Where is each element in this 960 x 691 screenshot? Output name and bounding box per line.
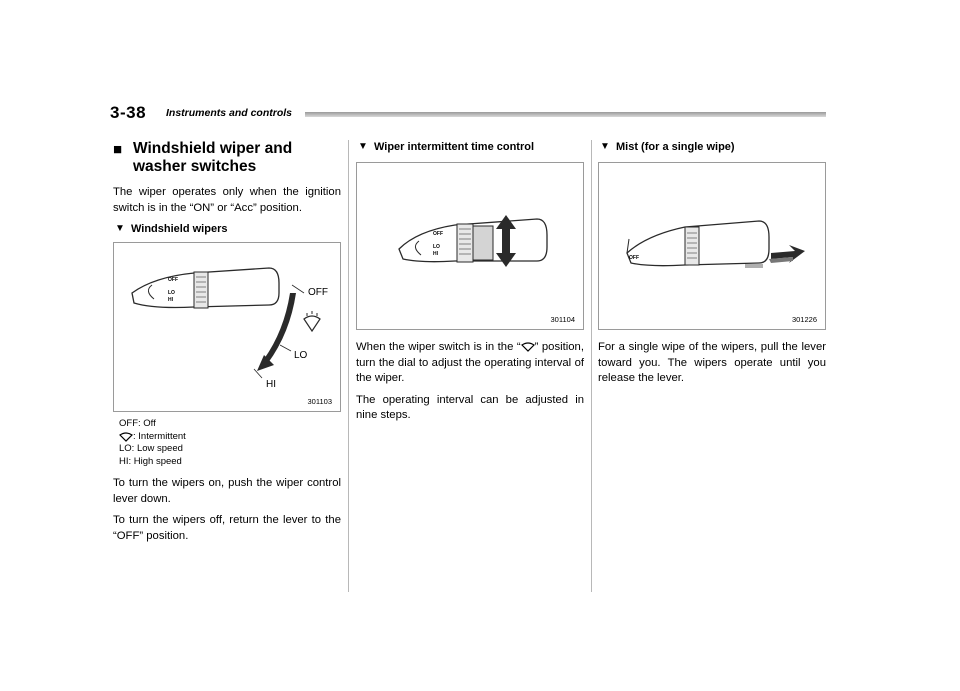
subhead-mist (598, 140, 826, 154)
subhead-intermittent (356, 140, 584, 154)
para-text-before: When the wiper switch is in the “ (356, 341, 521, 353)
section-title-text: Windshield wiper and washer switches (133, 140, 293, 175)
lever-mark-hi: HI (433, 251, 438, 257)
column-divider-2 (591, 140, 592, 592)
triangle-bullet-icon: ▼ (115, 223, 125, 234)
triangle-bullet-icon: ▼ (600, 141, 610, 152)
wiper-intermittent-icon (521, 342, 535, 352)
label-hi: HI (266, 379, 276, 390)
para-text-after: ” position, turn the dial to adjust the operating interval of the wiper. (356, 341, 584, 384)
figure-number: 301103 (307, 397, 332, 406)
column-2 (356, 140, 584, 430)
column-3 (598, 140, 826, 393)
mist-paragraph-1: For a single wipe of the wipers, pull the lever toward you. The wipers operate until you release the lever. (598, 341, 826, 384)
subhead-text: Windshield wipers (131, 223, 228, 235)
square-bullet-icon: ■ (113, 141, 123, 158)
intermittent-lever-illustration (357, 163, 583, 329)
lever-mark-off: OFF (433, 231, 443, 237)
lever-mark-off: OFF (629, 255, 639, 261)
figure-number: 301226 (791, 315, 817, 324)
intermittent-paragraph-1 (356, 340, 584, 387)
label-lo: LO (294, 350, 308, 361)
figure-legend (119, 418, 341, 468)
figure-mist-lever (598, 162, 826, 330)
label-off: OFF (308, 287, 328, 298)
figure-intermittent-lever (356, 162, 584, 330)
section-name: Instruments and controls (166, 107, 293, 119)
subhead-text: Mist (for a single wipe) (616, 141, 735, 153)
figure-wiper-lever (113, 242, 341, 412)
column-divider-1 (348, 140, 349, 592)
figure-number: 301104 (550, 315, 575, 324)
lever-mark-hi: HI (168, 297, 173, 303)
subhead-windshield-wipers (113, 222, 341, 236)
legend-intermittent (119, 431, 341, 444)
intermittent-paragraph-2: The operating interval can be adjusted in nine steps. (356, 393, 584, 421)
header-rule (305, 112, 826, 117)
page-number: 3-38 (110, 103, 147, 122)
legend-intermittent-text: : Intermittent (133, 430, 186, 442)
lever-mark-lo: LO (433, 244, 440, 250)
intro-paragraph: The wiper operates only when the ignition switch is in the “ON” or “Acc” position. (113, 186, 341, 214)
mist-lever-illustration (599, 163, 825, 329)
wipers-paragraph-1: To turn the wipers on, push the wiper control lever down. (113, 477, 341, 505)
legend-lo: LO: Low speed (119, 443, 183, 454)
subhead-text: Wiper intermittent time control (374, 141, 535, 153)
column-1 (113, 140, 341, 550)
wipers-paragraph-2: To turn the wipers off, return the lever to the “OFF” position. (113, 514, 341, 542)
section-title (113, 140, 341, 176)
lever-mark-lo: LO (168, 290, 175, 296)
legend-hi: HI: High speed (119, 455, 182, 467)
lever-mark-off: OFF (168, 277, 178, 283)
wiper-lever-illustration (114, 243, 340, 411)
wiper-intermittent-icon (304, 311, 320, 331)
pull-arrow-icon (769, 245, 805, 263)
legend-off: OFF: Off (119, 418, 156, 429)
triangle-bullet-icon: ▼ (358, 141, 368, 152)
wiper-intermittent-icon (119, 432, 133, 442)
page-header (110, 101, 826, 123)
